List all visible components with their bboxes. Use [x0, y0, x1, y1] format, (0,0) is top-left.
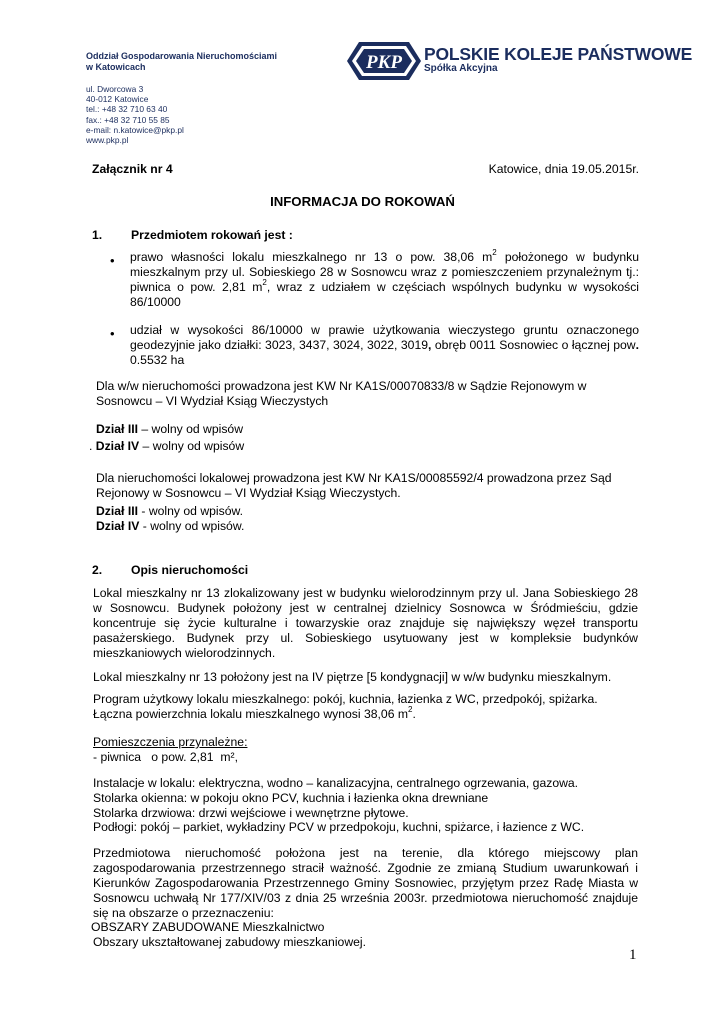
section-1-number: 1.	[92, 228, 103, 242]
kw2-line1: Dla nieruchomości lokalowej prowadzona jest KW Nr KA1S/00085592/4 prowadzona przez Sąd	[96, 471, 612, 485]
appurtenant-rooms-title: Pomieszczenia przynależne:	[93, 735, 248, 749]
windows-line: Stolarka okienna: w pokoju okno PCV, kuchnia i łazienka okna drewniane	[93, 791, 489, 805]
bullet-icon: •	[110, 253, 115, 268]
org-email: e-mail: n.katowice@pkp.pl	[86, 124, 184, 135]
zoning-paragraph: Przedmiotowa nieruchomość położona jest na terenie, dla którego miejscowy plan zagospodarowania przestrzennego stracił ważność. Zgodnie ze zmianą Studium uwarunkowań i Kierunków Zagospodarowania Przestrzennego Gminy Sosnowiec, przyjętym przez Radę Miasta w Sosnowcu uchwałą Nr 177/XIV/03 z dnia 25 września 2003r. przedmiotowa nieruchomość znajduje się na obszarze o przeznaczeniu:	[93, 846, 638, 920]
section-2-title: Opis nieruchomości	[131, 563, 249, 577]
org-postal: 40-012 Katowice	[86, 94, 149, 105]
org-tel: tel.: +48 32 710 63 40	[86, 104, 168, 115]
company-subtitle: Spółka Akcyjna	[424, 63, 498, 74]
document-title: INFORMACJA DO ROKOWAŃ	[270, 194, 455, 209]
page-number: 1	[629, 947, 637, 963]
section-1-title: Przedmiotem rokowań jest :	[131, 228, 293, 242]
description-para1: Lokal mieszkalny nr 13 zlokalizowany jest w budynku wielorodzinnym przy ul. Jana Sobieskiego 28 w Sosnowcu. Budynek położony jest w centralnej dzielnicy Sosnowca w Śródmieściu, gdzie koncentruje się życie kulturalne i towarzyskie oraz znajduje się największy węzeł transportu pasażerskiego. Budynek przy ul. Sobieskiego usytuowany jest w kompleksie budynków mieszkaniowych wielorodzinnych.	[93, 586, 638, 660]
org-contact	[86, 84, 184, 145]
dzial-3-line: Dział III – wolny od wpisów	[96, 422, 243, 436]
dzial-4-line: . Dział IV – wolny od wpisów	[89, 439, 245, 453]
bullet-2-text: udział w wysokości 86/10000 w prawie użytkowania wieczystego gruntu oznaczonego geodezyjnie jako działki: 3023, 3437, 3024, 3022, 3019, obręb 0011 Sosnowiec o łącznej pow. 0.5532 ha	[130, 323, 639, 367]
dzial-4b-line: Dział IV - wolny od wpisów.	[96, 519, 245, 533]
kw1-line1: Dla w/w nieruchomości prowadzona jest KW Nr KA1S/00070833/8 w Sądzie Rejonowym w	[96, 379, 587, 393]
org-name-line2: w Katowicach	[86, 62, 146, 72]
kw1-line2: Sosnowcu – VI Wydział Ksiąg Wieczystych	[96, 394, 329, 408]
zone-line2: Obszary ukształtowanej zabudowy mieszkaniowej.	[93, 935, 366, 949]
floors-line: Podłogi: pokój – parkiet, wykładziny PCV w przedpokoju, kuchni, spiżarce, i łazience z WC.	[93, 820, 585, 834]
dzial-3b-line: Dział III - wolny od wpisów.	[96, 504, 243, 518]
pkp-logo	[346, 41, 693, 81]
usage-program: Program użytkowy lokalu mieszkalnego: pokój, kuchnia, łazienka z WC, przedpokój, spiżarka.	[93, 692, 598, 706]
company-name: POLSKIE KOLEJE PAŃSTWOWE	[424, 44, 693, 64]
zone-line1: OBSZARY ZABUDOWANE Mieszkalnictwo	[91, 920, 325, 934]
description-para2: Lokal mieszkalny nr 13 położony jest na IV piętrze [5 kondygnacji] w w/w budynku mieszkalnym.	[93, 670, 612, 684]
place-date: Katowice, dnia 19.05.2015r.	[488, 162, 639, 176]
appurtenant-room-item: - piwnica o pow. 2,81 m²,	[93, 750, 238, 764]
pkp-logo-letters: PKP	[366, 52, 402, 73]
section-2-number: 2.	[92, 563, 103, 577]
org-name	[86, 51, 277, 73]
bullet-1-text: prawo własności lokalu mieszkalnego nr 13 o pow. 38,06 $m^2$ położonego w budynku mieszkalnym przy ul. Sobieskiego 28 w Sosnowcu wraz z pomieszczeniem przynależnym tj.: piwnica o pow. 2,81 $m^2$, wraz z udziałem w częściach wspólnych budynku w wysokości 86/10000	[130, 247, 639, 309]
pkp-logo-mark	[346, 41, 422, 81]
bullet-icon: •	[110, 326, 115, 341]
org-address: ul. Dworcowa 3	[86, 84, 144, 94]
kw2-line2: Rejonowy w Sosnowcu – VI Wydział Ksiąg Wieczystych.	[96, 486, 401, 500]
org-fax: fax.: +48 32 710 55 85	[86, 114, 170, 125]
total-area: Łączna powierzchnia lokalu mieszkalnego wynosi 38,06 $m^2$.	[93, 704, 416, 721]
doors-line: Stolarka drzwiowa: drzwi wejściowe i wewnętrzne płytowe.	[93, 806, 409, 820]
org-name-line1: Oddział Gospodarowania Nieruchomościami	[86, 51, 278, 61]
org-www: www.pkp.pl	[86, 135, 129, 146]
installations-line: Instalacje w lokalu: elektryczna, wodno – kanalizacyjna, centralnego ogrzewania, gazowa.	[93, 776, 579, 790]
attachment-label: Załącznik nr 4	[92, 162, 173, 176]
